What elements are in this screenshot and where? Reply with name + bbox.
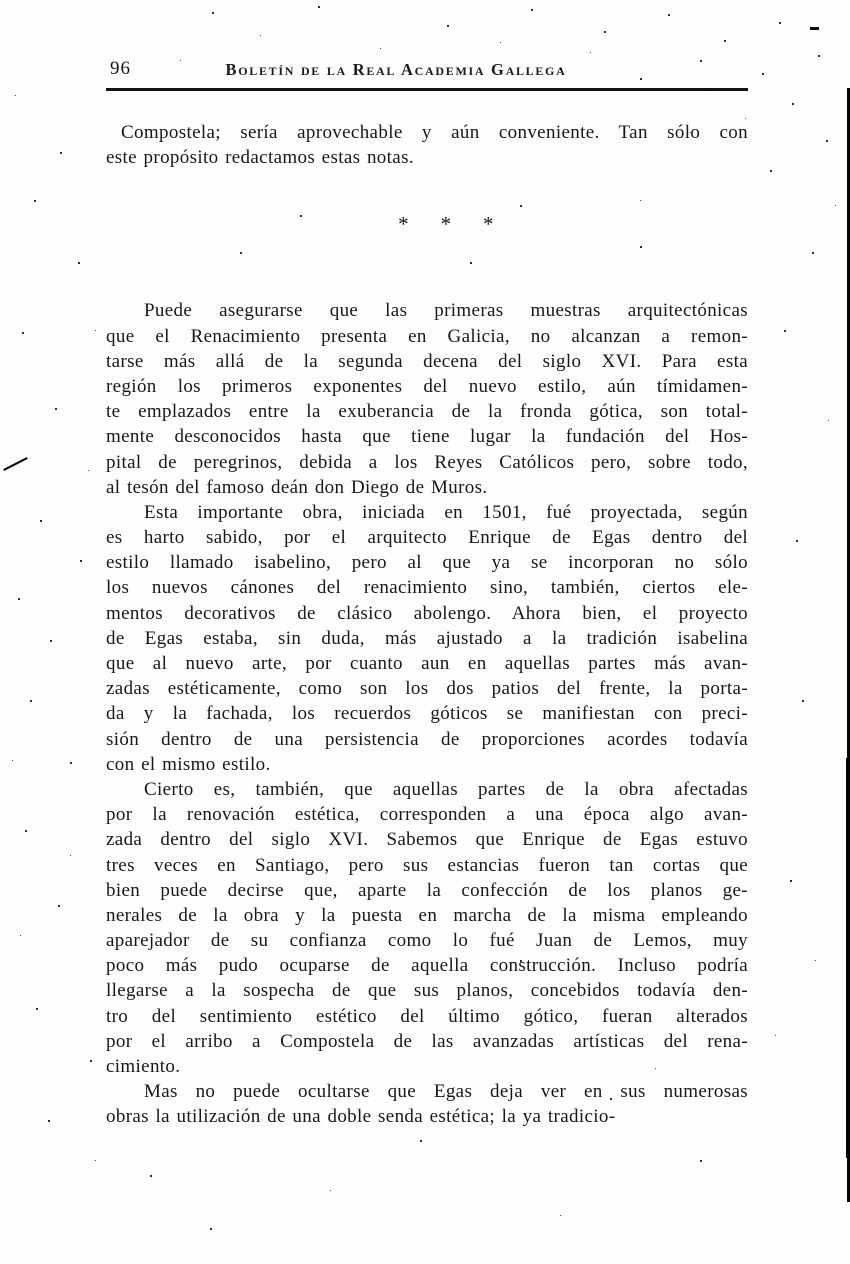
scan-edge-shadow-thick: [846, 758, 850, 1158]
text-line: obras la utilización de una doble senda estética; la ya tradicio-: [106, 1106, 616, 1128]
page-text-top: [106, 120, 748, 170]
text-line: los nuevos cánones del renacimiento sino, también, ciertos ele-: [106, 577, 748, 599]
scan-speckles-fine: [0, 0, 1, 1]
text-line: mentos decorativos de clásico abolengo. Ahora bien, el proyecto: [106, 602, 748, 624]
text-line: Esta importante obra, iniciada en 1501, fué proyectada, según: [144, 501, 748, 523]
text-line: da y la fachada, los recuerdos góticos se manifiestan con preci-: [106, 703, 748, 725]
text-line: zada dentro del siglo XVI. Sabemos que Enrique de Egas estuvo: [106, 829, 748, 851]
paragraph: [106, 120, 748, 170]
text-line: por el arribo a Compostela de las avanzadas artísticas del rena-: [106, 1030, 748, 1052]
text-line: al tesón del famoso deán don Diego de Muros.: [106, 476, 488, 498]
section-separator: * * *: [398, 212, 494, 237]
text-line: con el mismo estilo.: [106, 753, 271, 775]
text-line: Compostela; sería aprovechable y aún conveniente. Tan sólo con: [121, 122, 748, 143]
text-line: cimiento.: [106, 1056, 181, 1077]
paragraph: [106, 777, 748, 1079]
text-line: sión dentro de una persistencia de proporciones acordes todavía: [106, 728, 748, 750]
text-line: tarse más allá de la segunda decena del siglo XVI. Para esta: [106, 350, 748, 372]
text-line: tro del sentimiento estético del último gótico, fueran alterados: [106, 1005, 748, 1027]
text-line: nerales de la obra y la puesta en marcha de la misma empleando: [106, 904, 748, 926]
text-line: que al nuevo arte, por cuanto aun en aquellas partes más avan-: [106, 653, 748, 674]
page-text: [106, 120, 748, 1130]
paragraph: [106, 500, 748, 777]
text-line: tres veces en Santiago, pero sus estancias fueron tan cortas que: [106, 854, 748, 876]
text-line: te emplazados entre la exuberancia de la fronda gótica, son total-: [106, 401, 748, 423]
text-line: de Egas estaba, sin duda, más ajustado a la tradición isabelina: [106, 627, 748, 649]
text-line: este propósito redactamos estas notas.: [106, 147, 414, 169]
scan-slash-mark: [3, 457, 28, 471]
text-line: es harto sabido, por el arquitecto Enrique de Egas dentro del: [106, 527, 748, 549]
text-line: estilo llamado isabelino, pero al que ya se incorporan no sólo: [106, 552, 748, 574]
text-line: por la renovación estética, corresponden a una época algo avan-: [106, 804, 748, 826]
text-line: zadas estéticamente, como son los dos patios del frente, la porta-: [106, 678, 748, 700]
text-line: aparejador de su confianza como lo fué Juan de Lemos, muy: [106, 930, 748, 952]
text-line: Cierto es, también, que aquellas partes de la obra afectadas: [144, 778, 748, 800]
text-line: llegarse a la sospecha de que sus planos, concebidos todavía den-: [106, 980, 748, 1002]
page-number: 96: [110, 58, 131, 79]
text-line: que el Renacimiento presenta en Galicia, no alcanzan a remon-: [106, 325, 748, 347]
text-line: región los primeros exponentes del nuevo estilo, aún tímidamen-: [106, 375, 748, 397]
text-line: mente desconocidos hasta que tiene lugar la fundación del Hos-: [106, 426, 748, 448]
scan-dash-mark: [810, 27, 819, 30]
journal-title: Boletín de la Real Academia Gallega: [225, 60, 567, 79]
paragraph: [106, 298, 748, 500]
text-line: pital de peregrinos, debida a los Reyes Católicos pero, sobre todo,: [106, 451, 748, 473]
text-line: poco más pudo ocuparse de aquella construcción. Incluso podría: [106, 955, 748, 977]
text-line: bien puede decirse que, aparte la confección de los planos ge-: [106, 879, 748, 901]
text-line: Puede asegurarse que las primeras muestras arquitectónicas: [144, 300, 748, 322]
page-text-main: [106, 298, 748, 1129]
paragraph: [106, 1079, 748, 1129]
header-rule: [106, 88, 748, 91]
text-line: Mas no puede ocultarse que Egas deja ver en sus numerosas: [144, 1081, 748, 1103]
